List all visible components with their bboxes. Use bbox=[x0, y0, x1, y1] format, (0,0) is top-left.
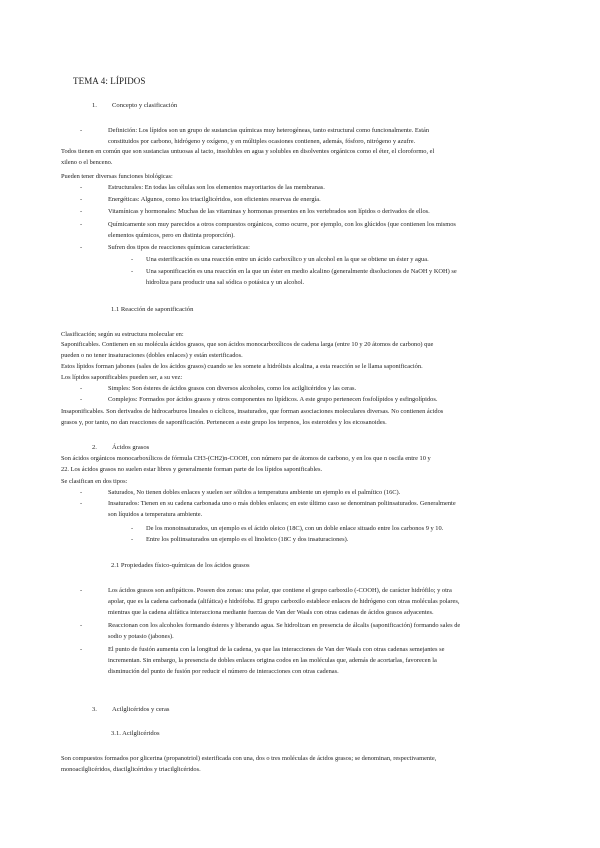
insaponifiable-line-2: grasos y, por tanto, no dan reacciones de saponificación. Pertenecen a este grupo los terpenos, los esteroides y los eicosanoides. bbox=[61, 419, 387, 426]
section-2-heading: Ácidos grasos bbox=[112, 444, 150, 451]
fatty-acid-line-2: 22. Los ácidos grasos no suelen estar libres y generalmente forman parte de los lípidos saponificables. bbox=[61, 466, 323, 473]
saponifiable-line-3: Estos lípidos forman jabones (sales de los ácidos grasos) cuando se les somete a hidrólisis alcalina, a esta reacción se le llama saponificación. bbox=[61, 363, 423, 370]
property-2-line-1: - Reaccionan con los alcoholes formando ésteres y liberando agua. Se hidrolizan en presencia de álcalis (saponificación) formando sales de bbox=[108, 621, 460, 631]
chemistry-line-2: elementos químicos, pero en distinta proporción). bbox=[108, 232, 235, 239]
subsection-3-1-heading: 3.1. Acilglicéridos bbox=[111, 730, 160, 737]
reactions-intro: - Sufren dos tipos de reacciones químicas características: bbox=[108, 243, 250, 253]
unsaturated-line-2: son líquidos a temperatura ambiente. bbox=[108, 511, 203, 518]
property-2-line-2: sodio y potasio (jabones). bbox=[108, 633, 174, 640]
section-3-number: 3. bbox=[92, 706, 97, 713]
unsaturated-line-1: - Insaturados: Tienen en su cadena carbonada uno o más dobles enlaces; en este último caso se denominan poliinsaturados. Generalmente bbox=[108, 499, 456, 509]
reaction-esterification: Una esterificación es una reacción entre un ácido carboxílico y un alcohol en la que se obtiene un éster y agua. bbox=[146, 256, 429, 263]
saponifiable-line-2: pueden o no tener insaturaciones (dobles enlaces) y están esterificados. bbox=[61, 352, 243, 359]
subitem-bullet: - bbox=[131, 525, 134, 532]
subsection-1-1-heading: 1.1 Reacción de saponificación bbox=[111, 306, 194, 313]
property-3-line-3: disminución del punto de fusión por reducir el número de interacciones con otras cadenas. bbox=[108, 668, 339, 675]
section-2-number: 2. bbox=[92, 444, 97, 451]
saponifiable-simple: - Simples: Son ésteres de ácidos grasos con diversos alcoholes, como los acilglicéridos y las ceras. bbox=[108, 384, 356, 394]
definition-line-1: - Definición: Los lípidos son un grupo de sustancias químicas muy heterogéneas, tanto estructural como funcionalmente. Están bbox=[108, 126, 429, 136]
classification-intro: Clasificación; según su estructura molecular en: bbox=[61, 331, 184, 338]
monounsaturated-item: De los monoinsaturados, un ejemplo es el ácido oleico (18C), con un doble enlace situado entre los carbonos 9 y 10. bbox=[146, 525, 444, 532]
property-1-line-1: - Los ácidos grasos son anfipáticos. Poseen dos zonas: una polar, que contiene el grupo carboxilo (-COOH), de carácter hidrófilo; y otra bbox=[108, 586, 452, 596]
section-1-heading: Concepto y clasificación bbox=[112, 102, 178, 109]
definition-line-2: constituidos por carbono, hidrógeno y oxígeno, y en múltiples ocasiones contienen, además, fósforo, nitrógeno y azufre. bbox=[108, 138, 416, 145]
reaction-saponification-line-2: hidroliza para producir una sal sódica o potásica y un alcohol. bbox=[146, 279, 305, 286]
function-item: - Vitamínicas y hormonales: Muchas de las vitaminas y hormonas presentes en los vertebrados son lípidos o derivados de ellos. bbox=[108, 207, 430, 217]
acylglyceride-line-2: monoacilglicéridos, diacilglicéridos y triacilglicéridos. bbox=[61, 766, 201, 773]
saturated-item: - Saturados, No tienen dobles enlaces y suelen ser sólidos a temperatura ambiente un ejemplo es el palmítico (16C). bbox=[108, 488, 400, 498]
property-1-line-2: apolar, que es la cadena carbonada (alifática) e hidrófoba. El grupo carboxilo establece enlaces de hidrógeno con otras moléculas polares, bbox=[108, 598, 460, 605]
saponifiable-complex: - Complejos: Formados por ácidos grasos y otros componentes no lipídicos. A este grupo pertenecen fosfolípidos y esfingolípidos. bbox=[108, 395, 437, 405]
property-3-line-1: - El punto de fusión aumenta con la longitud de la cadena, ya que las interacciones de Van der Waals con otras cadenas semejantes se bbox=[108, 645, 444, 655]
reaction-bullet: - bbox=[131, 268, 134, 275]
functions-intro: Pueden tener diversas funciones biológicas: bbox=[61, 173, 173, 180]
function-item: - Estructurales: En todas las células son los elementos mayoritarios de las membranas. bbox=[108, 183, 325, 193]
acylglyceride-line-1: Son compuestos formados por glicerina (propanotriol) esterificada con una, dos o tres moléculas de ácidos grasos; se denominan, respectivamente, bbox=[61, 755, 437, 762]
saponifiable-line-1: Saponificables. Contienen en su molécula ácidos grasos, que son ácidos monocarboxílicos de cadena larga (entre 10 y 20 átomos de carbono) que bbox=[61, 341, 434, 348]
property-3-line-2: incrementan. Sin embargo, la presencia de dobles enlaces origina codos en las moléculas que, además de acortarlas, favorecen la bbox=[108, 657, 437, 664]
reaction-saponification-line-1: Una saponificación es una reacción en la que un éster en medio alcalino (generalmente disoluciones de NaOH y KOH) se bbox=[146, 268, 457, 275]
section-1-number: 1. bbox=[92, 102, 97, 109]
saponifiable-line-4: Los lípidos saponificables pueden ser, a su vez: bbox=[61, 374, 183, 381]
property-1-line-3: mientras que la cadena alifática interacciona mediante fuerzas de Van der Waals con otras cadenas de ácidos grasos adyacentes. bbox=[108, 609, 434, 616]
reaction-bullet: - bbox=[131, 256, 134, 263]
fatty-acid-line-1: Son ácidos orgánicos monocarboxílicos de fórmula CH3-(CH2)n-COOH, con número par de átomos de carbono, y en los que n oscila entre 10 y bbox=[61, 455, 431, 462]
insaponifiable-line-1: Insaponificables. Son derivados de hidrocarburos lineales o cíclicos, insaturados, que forman asociaciones moleculares diversas. No contienen ácidos bbox=[61, 408, 444, 415]
fatty-acid-line-3: Se clasifican en dos tipos: bbox=[61, 478, 128, 485]
function-item: - Energéticas: Algunos, como los triacilglicéridos, son eficientes reservas de energía. bbox=[108, 195, 321, 205]
polyunsaturated-item: Entre los poliinsaturados un ejemplo es el linoleico (18C y dos insaturaciones). bbox=[146, 536, 349, 543]
chemistry-line-1: - Químicamente son muy parecidos a otros compuestos orgánicos, como ocurre, por ejemplo, con los glúcidos (que contienen los mismos bbox=[108, 220, 456, 230]
section-3-heading: Acilglicéridos y ceras bbox=[112, 706, 170, 713]
common-line-2: xileno o el benceno. bbox=[61, 159, 113, 166]
subitem-bullet: - bbox=[131, 536, 134, 543]
common-line-1: Todos tienen en común que son sustancias untuosas al tacto, insolubles en agua y solubles en disolventes orgánicos como el éter, el cloroformo, el bbox=[61, 148, 435, 155]
document-title: TEMA 4: LÍPIDOS bbox=[73, 76, 146, 86]
subsection-2-1-heading: 2.1 Propiedades físico-químicas de los ácidos grasos bbox=[111, 562, 250, 569]
